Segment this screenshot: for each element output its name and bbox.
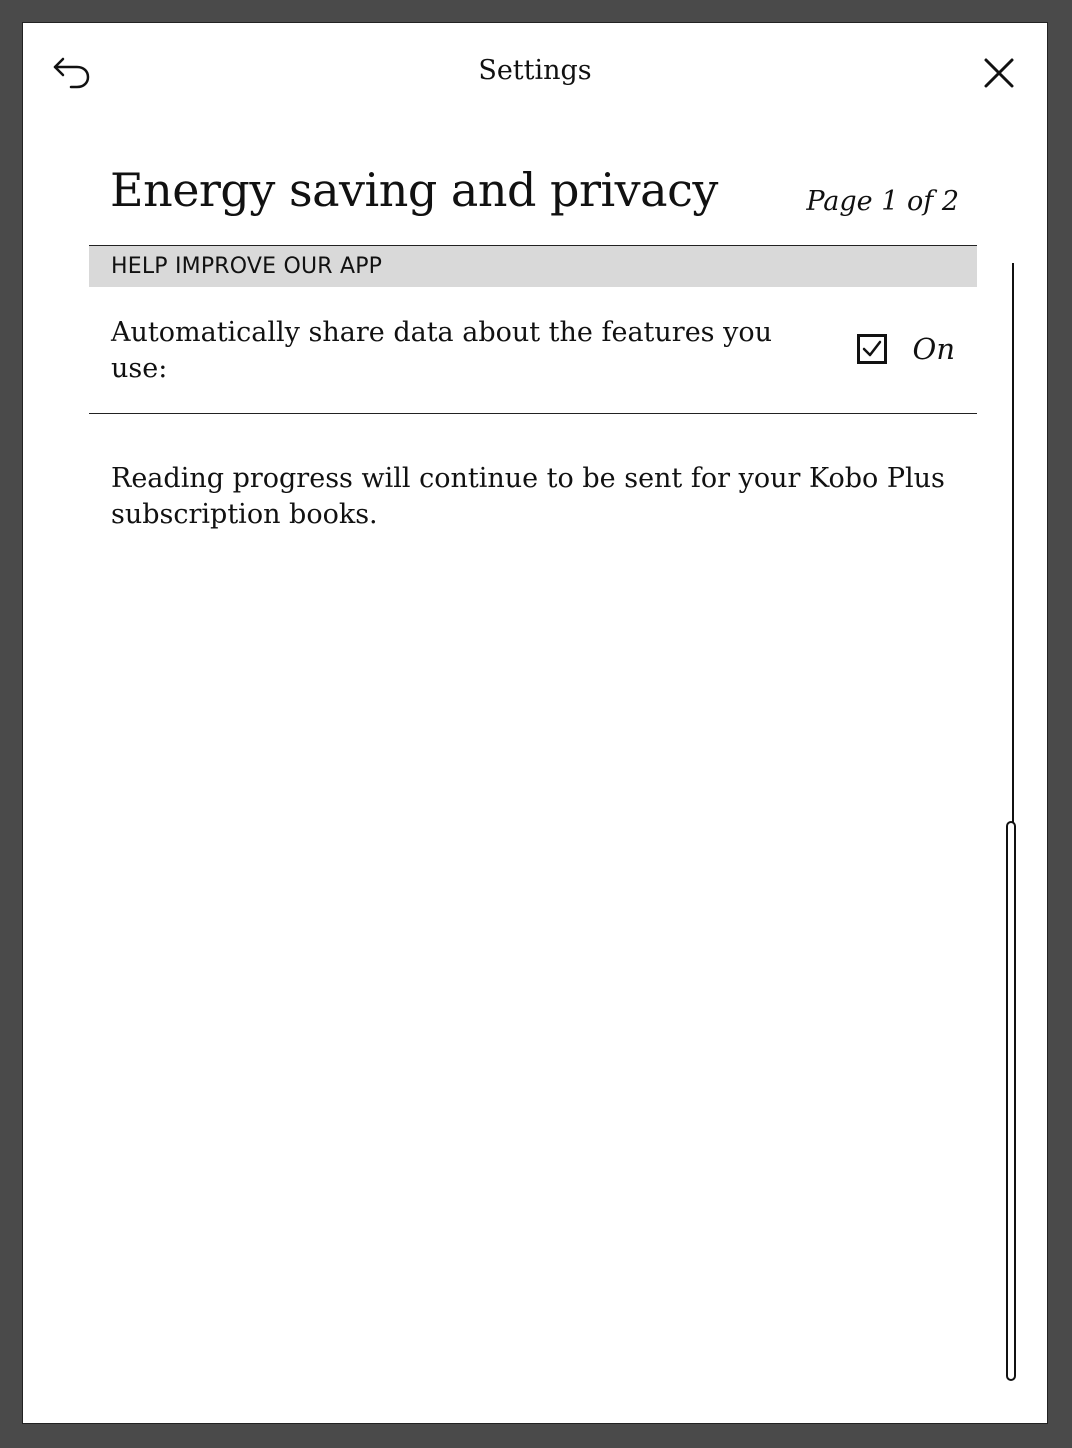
top-bar [23,23,1047,123]
share-data-toggle[interactable] [857,332,955,366]
toggle-state-label: On [912,332,955,366]
share-data-label: Automatically share data about the features you use: [111,317,773,384]
scrollbar-track[interactable] [1012,263,1014,823]
close-button[interactable] [981,55,1017,91]
section-header: HELP IMPROVE OUR APP [89,245,977,287]
close-icon [981,55,1017,91]
scrollbar-thumb[interactable] [1006,821,1016,1381]
reading-progress-note: Reading progress will continue to be sent for your Kobo Plus subscription books. [111,463,945,530]
checkbox[interactable] [857,334,887,364]
settings-screen [22,22,1048,1424]
top-bar-title: Settings [478,55,592,86]
page-indicator: Page 1 of 2 [806,186,959,217]
page-title: Energy saving and privacy [110,163,718,217]
share-data-setting-row[interactable] [89,287,977,414]
checkmark-icon [861,338,883,360]
settings-list [89,245,977,414]
